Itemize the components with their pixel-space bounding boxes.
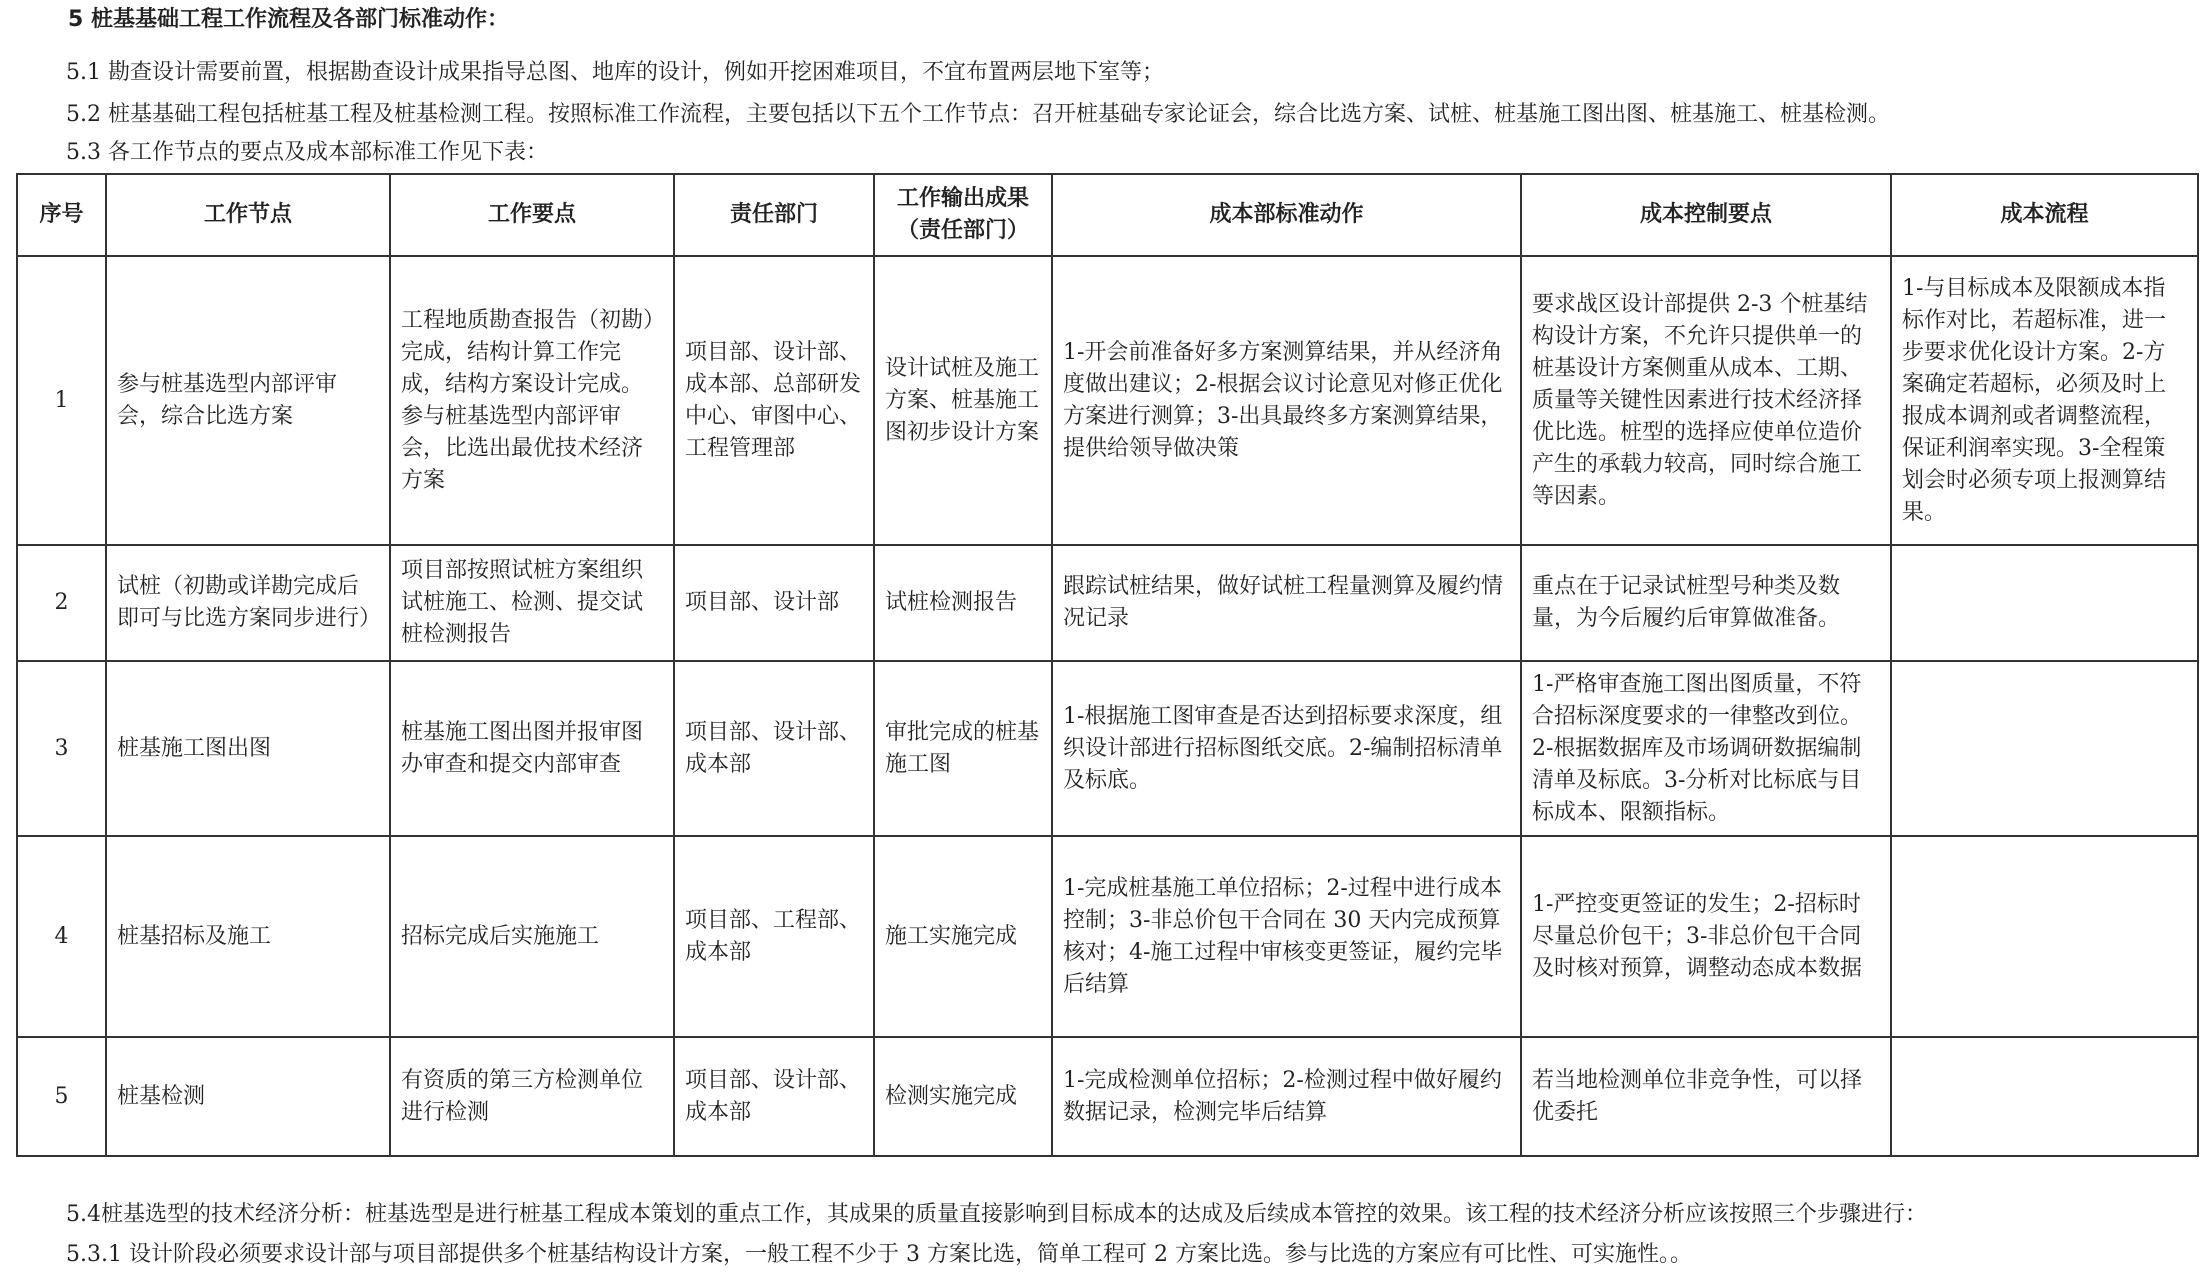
cell-no: 3 xyxy=(17,661,106,836)
header-cell-dept: 责任部门 xyxy=(674,174,874,256)
cell-control: 若当地检测单位非竞争性，可以择优委托 xyxy=(1521,1037,1891,1156)
cell-node: 参与桩基选型内部评审会，综合比选方案 xyxy=(106,256,390,545)
cell-points: 有资质的第三方检测单位进行检测 xyxy=(390,1037,674,1156)
table-header-row xyxy=(17,174,2198,256)
cell-no: 5 xyxy=(17,1037,106,1156)
cell-flow xyxy=(1891,836,2198,1037)
header-cell-action: 成本部标准动作 xyxy=(1052,174,1521,256)
cell-node: 桩基施工图出图 xyxy=(106,661,390,836)
cell-action: 1-开会前准备好多方案测算结果，并从经济角度做出建议；2-根据会议讨论意见对修正优化方案进行测算；3-出具最终多方案测算结果，提供给领导做决策 xyxy=(1052,256,1521,545)
cell-points: 桩基施工图出图并报审图办审查和提交内部审查 xyxy=(390,661,674,836)
cell-node: 桩基检测 xyxy=(106,1037,390,1156)
footer-paragraph: 5.3.1 设计阶段必须要求设计部与项目部提供多个桩基结构设计方案，一般工程不少于 3 方案比选，简单工程可 2 方案比选。参与比选的方案应有可比性、可实施性。。 xyxy=(66,1242,1692,1267)
table-row xyxy=(17,256,2198,545)
cell-dept: 项目部、工程部、成本部 xyxy=(674,836,874,1037)
cell-dept: 项目部、设计部、成本部、总部研发中心、审图中心、工程管理部 xyxy=(674,256,874,545)
cell-no: 1 xyxy=(17,256,106,545)
cell-output: 试桩检测报告 xyxy=(874,545,1052,661)
cell-output: 施工实施完成 xyxy=(874,836,1052,1037)
table-row xyxy=(17,836,2198,1037)
cell-points: 招标完成后实施施工 xyxy=(390,836,674,1037)
intro-paragraph: 5.1 勘查设计需要前置，根据勘查设计成果指导总图、地库的设计，例如开挖困难项目，不宜布置两层地下室等； xyxy=(66,60,1164,85)
header-output-line2: （责任部门） xyxy=(896,218,1029,243)
header-cell-flow: 成本流程 xyxy=(1891,174,2198,256)
cell-flow xyxy=(1891,1037,2198,1156)
header-cell-no: 序号 xyxy=(17,174,106,256)
header-cell-points: 工作要点 xyxy=(390,174,674,256)
cell-output: 检测实施完成 xyxy=(874,1037,1052,1156)
cell-control: 重点在于记录试桩型号种类及数量，为今后履约后审算做准备。 xyxy=(1521,545,1891,661)
table-row xyxy=(17,545,2198,661)
table-row xyxy=(17,661,2198,836)
cell-dept: 项目部、设计部、成本部 xyxy=(674,661,874,836)
cell-dept: 项目部、设计部、成本部 xyxy=(674,1037,874,1156)
cell-no: 4 xyxy=(17,836,106,1037)
cell-points: 项目部按照试桩方案组织试桩施工、检测、提交试桩检测报告 xyxy=(390,545,674,661)
intro-paragraph: 5.3 各工作节点的要点及成本部标准工作见下表： xyxy=(66,140,548,165)
cell-action: 1-完成检测单位招标；2-检测过程中做好履约数据记录，检测完毕后结算 xyxy=(1052,1037,1521,1156)
cell-control: 1-严控变更签证的发生；2-招标时尽量总价包干；3-非总价包干合同及时核对预算，调整动态成本数据 xyxy=(1521,836,1891,1037)
section-heading: 5 桩基基础工程工作流程及各部门标准动作： xyxy=(68,7,509,32)
header-cell-control: 成本控制要点 xyxy=(1521,174,1891,256)
table-row xyxy=(17,1037,2198,1156)
cell-points: 工程地质勘查报告（初勘）完成，结构计算工作完成，结构方案设计完成。参与桩基选型内部评审会，比选出最优技术经济方案 xyxy=(390,256,674,545)
cell-no: 2 xyxy=(17,545,106,661)
workflow-table xyxy=(16,173,2199,1157)
cell-node: 试桩（初勘或详勘完成后即可与比选方案同步进行） xyxy=(106,545,390,661)
cell-dept: 项目部、设计部 xyxy=(674,545,874,661)
header-output-line1: 工作输出成果 xyxy=(896,186,1029,211)
cell-action: 1-根据施工图审查是否达到招标要求深度，组织设计部进行招标图纸交底。2-编制招标清单及标底。 xyxy=(1052,661,1521,836)
cell-action: 跟踪试桩结果，做好试桩工程量测算及履约情况记录 xyxy=(1052,545,1521,661)
cell-flow xyxy=(1891,545,2198,661)
cell-control: 1-严格审查施工图出图质量，不符合招标深度要求的一律整改到位。2-根据数据库及市场调研数据编制清单及标底。3-分析对比标底与目标成本、限额指标。 xyxy=(1521,661,1891,836)
footer-paragraph: 5.4桩基选型的技术经济分析：桩基选型是进行桩基工程成本策划的重点工作，其成果的质量直接影响到目标成本的达成及后续成本管控的效果。该工程的技术经济分析应该按照三个步骤进行： xyxy=(66,1202,1927,1227)
cell-output: 审批完成的桩基施工图 xyxy=(874,661,1052,836)
cell-flow xyxy=(1891,661,2198,836)
intro-paragraph: 5.2 桩基基础工程包括桩基工程及桩基检测工程。按照标准工作流程，主要包括以下五个工作节点：召开桩基础专家论证会，综合比选方案、试桩、桩基施工图出图、桩基施工、桩基检测。 xyxy=(66,102,1890,127)
cell-flow: 1-与目标成本及限额成本指标作对比，若超标准，进一步要求优化设计方案。2-方案确定若超标，必须及时上报成本调剂或者调整流程，保证利润率实现。3-全程策划会时必须专项上报测算结果。 xyxy=(1891,256,2198,545)
header-cell-node: 工作节点 xyxy=(106,174,390,256)
header-cell-output xyxy=(874,174,1052,256)
cell-action: 1-完成桩基施工单位招标；2-过程中进行成本控制；3-非总价包干合同在 30 天内完成预算核对；4-施工过程中审核变更签证，履约完毕后结算 xyxy=(1052,836,1521,1037)
cell-node: 桩基招标及施工 xyxy=(106,836,390,1037)
cell-control: 要求战区设计部提供 2-3 个桩基结构设计方案，不允许只提供单一的桩基设计方案侧重从成本、工期、质量等关键性因素进行技术经济择优比选。桩型的选择应使单位造价产生的承载力较高，同时综合施工等因素。 xyxy=(1521,256,1891,545)
cell-output: 设计试桩及施工方案、桩基施工图初步设计方案 xyxy=(874,256,1052,545)
